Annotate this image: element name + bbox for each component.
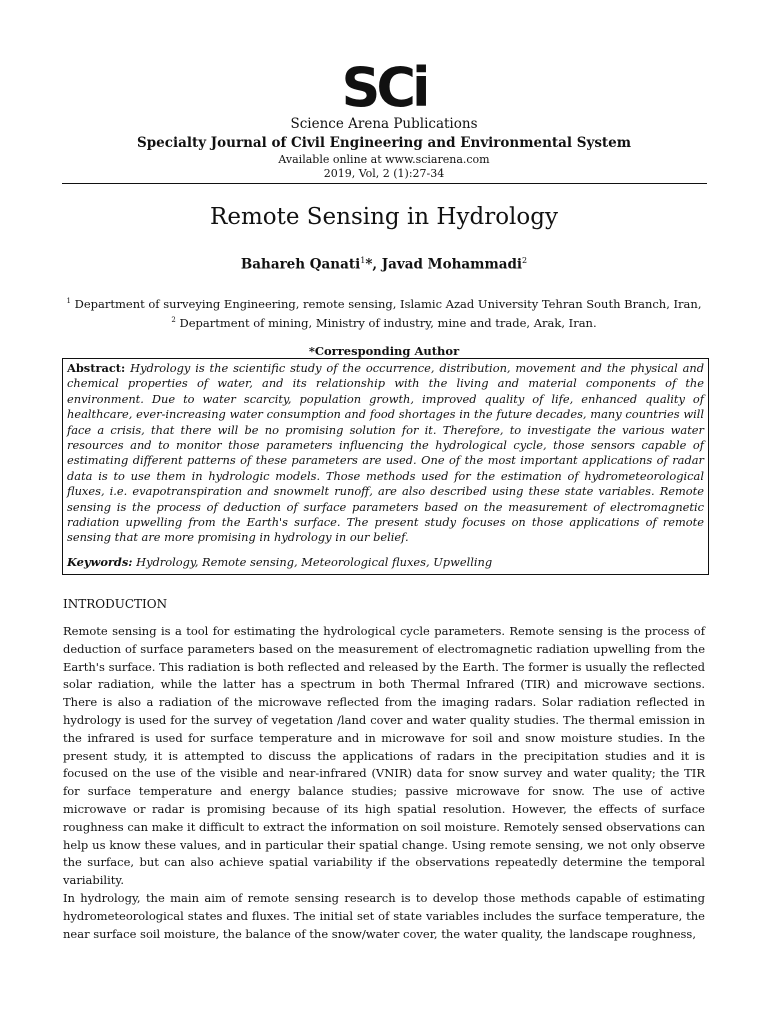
corresponding-author-note: *Corresponding Author [308, 344, 460, 358]
author-separator: *, [365, 256, 382, 273]
author-name: Bahareh Qanati [240, 256, 361, 273]
author-affiliation-mark: 2 [522, 256, 528, 265]
abstract-label: Abstract: [67, 361, 126, 375]
affiliation-mark: 2 [171, 316, 176, 324]
abstract-text: Hydrology is the scientific study of the occurrence, distribution, movement and the physical and chemical properties of water, and its relationship with the living and material components of the environment. Due to water scarcity, population growth, improved quality of life, enhanced quality of healthcare, ever-increasing water consumption and food shortages in the future decades, many countries will face a crisis, that there will be no promising solution for it. Therefore, to investigate the various water resources and to monitor those parameters influencing the hydrological cycle, those sensors capable of estimating different patterns of these parameters are used. One of the most important applications of radar data is to use them in hydrologic models. Those methods used for the estimation of hydrometeorological fluxes, i.e. evapotranspiration and snowmelt runoff, are also described using these state variables. Remote sensing is the process of deduction of surface parameters based on the measurement of electromagnetic radiation upwelling from the Earth's surface. The present study focuses on those applications of remote sensing that are more promising in hydrology in our belief. [67, 361, 704, 545]
journal-logo [0, 58, 768, 114]
keywords-label: Keywords: [67, 554, 133, 569]
paper-title: Remote Sensing in Hydrology [210, 204, 558, 230]
paragraph: In hydrology, the main aim of remote sensing research is to develop those methods capable of estimating hydrometeorological states and fluxes. The initial set of state variables includes the surface temperature, the near surface soil moisture, the balance of the snow/water cover, the water quality, the landscape roughness, [63, 890, 705, 941]
author-name: Javad Mohammadi [381, 256, 523, 273]
affiliation-mark: 1 [66, 297, 71, 305]
affiliation [0, 294, 768, 312]
issue-info: 2019, Vol, 2 (1):27-34 [323, 167, 445, 180]
abstract-box [62, 358, 709, 575]
affiliation-text: Department of surveying Engineering, remote sensing, Islamic Azad University Tehran South Branch, Iran, [70, 296, 702, 311]
affiliation-text: Department of mining, Ministry of industry, mine and trade, Arak, Iran. [175, 315, 597, 330]
abstract [67, 361, 704, 546]
author-affiliation-mark: 1 [360, 256, 366, 265]
section-body [63, 623, 705, 943]
sci-logo-icon [341, 58, 427, 114]
availability-line: Available online at www.sciarena.com [278, 153, 490, 166]
section-heading: INTRODUCTION [63, 597, 168, 611]
author-list [0, 252, 768, 274]
header-divider [62, 183, 707, 184]
logo-text: SCi [341, 58, 427, 114]
publisher-name: Science Arena Publications [290, 116, 478, 132]
keywords-text: Hydrology, Remote sensing, Meteorological fluxes, Upwelling [136, 554, 493, 569]
journal-name: Specialty Journal of Civil Engineering and Environmental System [136, 135, 632, 151]
paragraph: Remote sensing is a tool for estimating the hydrological cycle parameters. Remote sensing is the process of deduction of surface parameters based on the measurement of electromagnetic radiation upwelling from the Earth's surface. This radiation is both reflected and released by the Earth. The former is usually the reflected solar radiation, while the latter has a spectrum in both Thermal Infrared (TIR) and microwave sections. There is also a radiation of the microwave reflected from the imaging radars. Solar radiation reflected in hydrology is used for the survey of vegetation /land cover and water quality studies. The thermal emission in the infrared is used for surface temperature and in microwave for soil and snow moisture studies. In the present study, it is attempted to discuss the applications of radars in the precipitation studies and it is focused on the use of the visible and near-infrared (VNIR) data for snow survey and water quality; the TIR for surface temperature and energy balance studies; passive microwave for snow. The use of active microwave or radar is promising because of its high spatial resolution. However, the effects of surface roughness can make it difficult to extract the information on soil moisture. Remotely sensed observations can help us know these values, and in particular their spatial change. Using remote sensing, we not only observe the surface, but can also achieve spatial variability if the observations repeatedly determine the temporal variability. [63, 624, 705, 888]
keywords [67, 555, 704, 570]
affiliation [0, 313, 768, 331]
